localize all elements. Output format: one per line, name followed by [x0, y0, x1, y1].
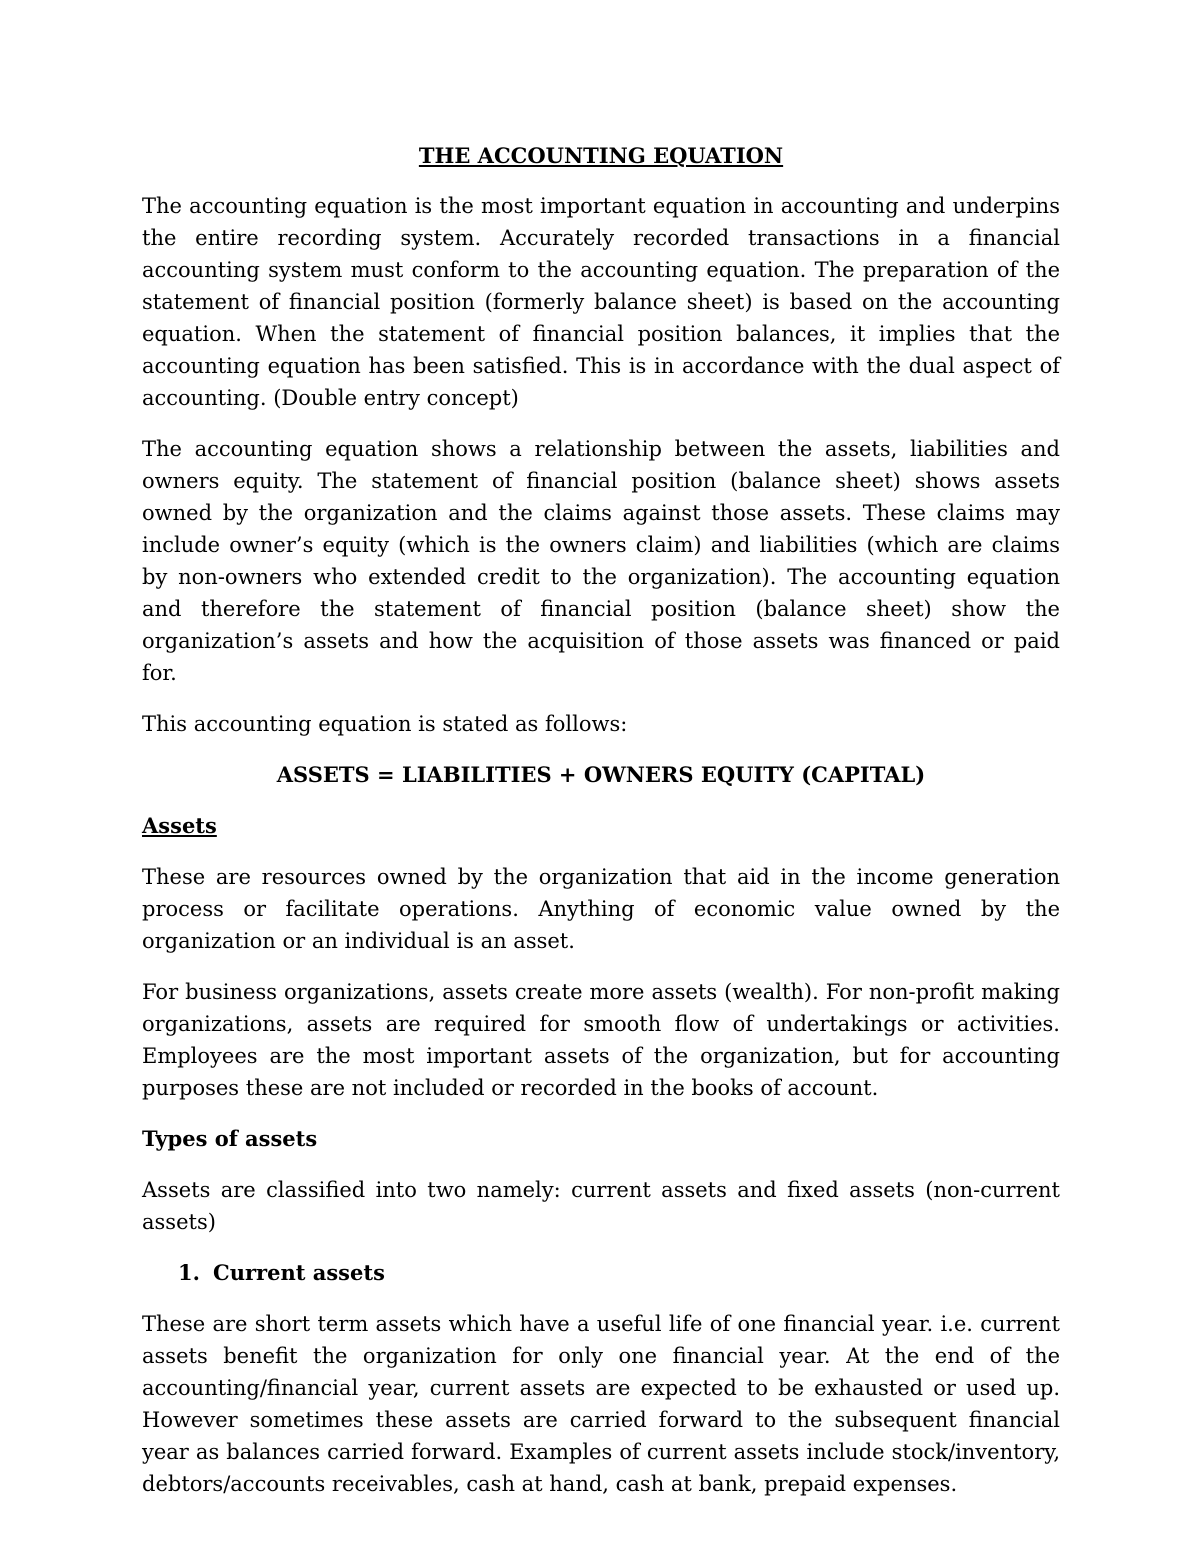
assets-definition-paragraph: These are resources owned by the organization that aid in the income generation process or facilitate operations. Anything of economic value owned by the organization or an individual is an asset.: [142, 865, 1060, 953]
relationship-paragraph: The accounting equation shows a relationship between the assets, liabilities and owners equity. The statement of financial position (balance sheet) shows assets owned by the organization and the claims against those assets. These claims may include owner’s equity (which is the owners claim) and liabilities (which are claims by non-owners who extended credit to the organization). The accounting equation and therefore the statement of financial position (balance sheet) show the organization’s assets and how the acquisition of those assets was financed or paid for.: [142, 437, 1060, 685]
assets-wealth-paragraph: For business organizations, assets create more assets (wealth). For non-profit making organizations, assets are required for smooth flow of undertakings or activities. Employees are the most important assets of the organization, but for accounting purposes these are not included or recorded in the books of account.: [142, 980, 1060, 1100]
list-number: 1.: [178, 1260, 200, 1285]
equation-intro-paragraph: This accounting equation is stated as follows:: [142, 712, 628, 736]
intro-paragraph: The accounting equation is the most important equation in accounting and underpins the entire recording system. Accurately recorded transactions in a financial accounting system must conform to the accounting equation. The preparation of the statement of financial position (formerly balance sheet) is based on the accounting equation. When the statement of financial position balances, it implies that the accounting equation has been satisfied. This is in accordance with the dual aspect of accounting. (Double entry concept): [142, 194, 1060, 410]
current-assets-heading-label: Current assets: [213, 1260, 385, 1285]
assets-heading: Assets: [142, 813, 217, 838]
document-title: THE ACCOUNTING EQUATION: [418, 143, 784, 168]
types-of-assets-paragraph: Assets are classified into two namely: current assets and fixed assets (non-current assets): [142, 1178, 1060, 1234]
current-assets-heading: [142, 1257, 1060, 1289]
accounting-equation: ASSETS = LIABILITIES + OWNERS EQUITY (CAPITAL): [276, 762, 926, 787]
current-assets-paragraph: These are short term assets which have a useful life of one financial year. i.e. current assets benefit the organization for only one financial year. At the end of the accounting/financial year, current assets are expected to be exhausted or used up. However sometimes these assets are carried forward to the subsequent financial year as balances carried forward. Examples of current assets include stock/inventory, debtors/accounts receivables, cash at hand, cash at bank, prepaid expenses.: [142, 1312, 1060, 1496]
document-page: [142, 140, 1060, 1519]
types-of-assets-heading: Types of assets: [142, 1126, 318, 1151]
